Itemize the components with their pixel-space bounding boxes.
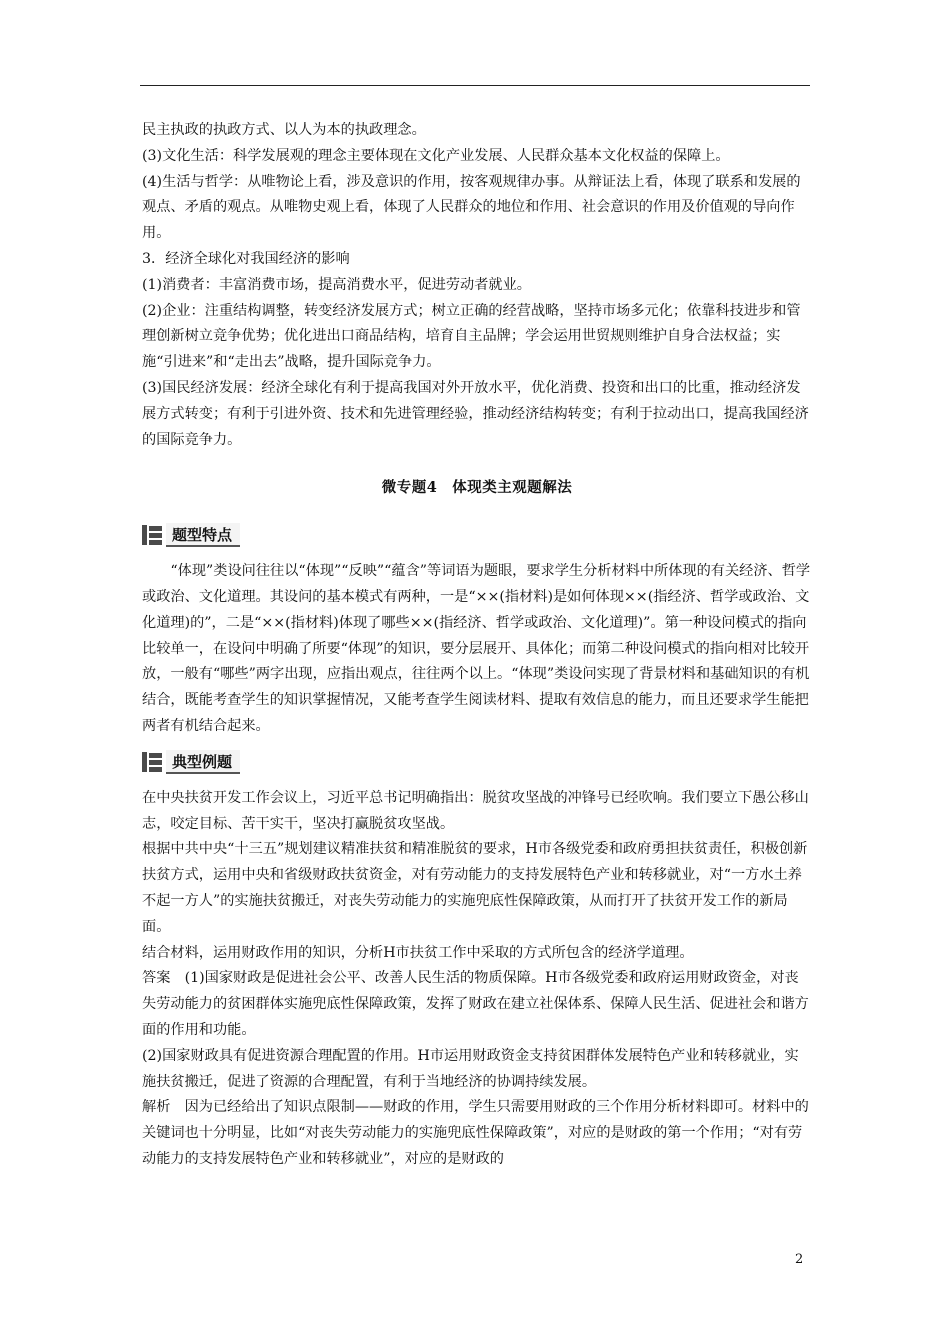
analysis-paragraph: 解析 因为已经给出了知识点限制——财政的作用，学生只需要用财政的三个作用分析材料即可。材料中的关键词也十分明显，比如“对丧失劳动能力的实施兜底性保障政策”，对应的是财政的第一个作用；“对有劳动能力的支持发展特色产业和转移就业”，对应的是财政的: [142, 1099, 809, 1167]
answer-paragraph: 答案 (1)国家财政是促进社会公平、改善人民生活的物质保障。H市各级党委和政府运用财政资金，对丧失劳动能力的贫困群体实施兜底性保障政策，发挥了财政在建立社保体系、保障人民生活、促进社会和谐方面的作用和功能。: [142, 970, 809, 1038]
header-rule: [140, 85, 810, 86]
paragraph: (1)消费者：丰富消费市场，提高消费水平，促进劳动者就业。: [142, 276, 531, 293]
paragraph: (4)生活与哲学：从唯物论上看，涉及意识的作用，按客观规律办事。从辩证法上看，体现了联系和发展的观点、矛盾的观点。从唯物史观上看，体现了人民群众的地位和作用、社会意识的作用及价值观的导向作用。: [142, 173, 801, 242]
paragraph: (3)国民经济发展：经济全球化有利于提高我国对外开放水平，优化消费、投资和出口的比重，推动经济发展方式转变；有利于引进外资、技术和先进管理经验，推动经济结构转变；有利于拉动出口，提高我国经济的国际竞争力。: [142, 379, 809, 448]
paragraph: (3)文化生活：科学发展观的理念主要体现在文化产业发展、人民群众基本文化权益的保障上。: [142, 147, 730, 164]
page-content: [142, 118, 812, 1173]
answer-paragraph: (2)国家财政具有促进资源合理配置的作用。H市运用财政资金支持贫困群体发展特色产业和转移就业，实施扶贫搬迁，促进了资源的合理配置，有利于当地经济的协调持续发展。: [142, 1047, 799, 1090]
list-icon: [142, 752, 162, 772]
example-paragraph: 在中央扶贫开发工作会议上，习近平总书记明确指出：脱贫攻坚战的冲锋号已经吹响。我们要立下愚公移山志，咬定目标、苦干实干，坚决打赢脱贫攻坚战。: [142, 789, 809, 832]
heading-label: 题型特点: [166, 523, 240, 547]
section-title: 微专题4 体现类主观题解法: [381, 479, 573, 497]
feature-paragraph: “体现”类设问往往以“体现”“反映”“蕴含”等词语为题眼，要求学生分析材料中所体现的有关经济、哲学或政治、文化道理。其设问的基本模式有两种，一是“××(指材料)是如何体现××(指经济、哲学或政治、文化道理)的”，二是“××(指材料)体现了哪些××(指经济、哲学或政治、文化道理)”。第一种设问模式的指向比较单一，在设问中明确了所要“体现”的知识，要分层展开、具体化；而第二种设问模式的指向相对比较开放，一般有“哪些”两字出现，应指出观点，往往两个以上。“体现”类设问实现了背景材料和基础知识的有机结合，既能考查学生的知识掌握情况，又能考查学生阅读材料、提取有效信息的能力，而且还要求学生能把两者有机结合起来。: [142, 563, 811, 734]
heading-label: 典型例题: [166, 750, 240, 774]
section-heading-features: [142, 523, 812, 547]
paragraph: 民主执政的执政方式、以人为本的执政理念。: [142, 122, 426, 138]
paragraph: 3．经济全球化对我国经济的影响: [142, 250, 350, 267]
list-icon: [142, 525, 162, 545]
section-heading-examples: [142, 750, 812, 774]
example-paragraph: 根据中共中央“十三五”规划建议精准扶贫和精准脱贫的要求，H市各级党委和政府勇担扶贫责任，积极创新扶贫方式，运用中央和省级财政扶贫资金，对有劳动能力的支持发展特色产业和转移就业，对“一方水土养不起一方人”的实施扶贫搬迁，对丧失劳动能力的实施兜底性保障政策，从而打开了扶贫开发工作的新局面。: [142, 841, 808, 935]
example-question: 结合材料，运用财政作用的知识，分析H市扶贫工作中采取的方式所包含的经济学道理。: [142, 944, 694, 961]
paragraph: (2)企业：注重结构调整，转变经济发展方式；树立正确的经营战略，坚持市场多元化；依靠科技进步和管理创新树立竞争优势；优化进出口商品结构，培育自主品牌；学会运用世贸规则维护自身合法权益；实施“引进来”和“走出去”战略，提升国际竞争力。: [142, 302, 801, 371]
page-number: 2: [795, 1252, 804, 1267]
